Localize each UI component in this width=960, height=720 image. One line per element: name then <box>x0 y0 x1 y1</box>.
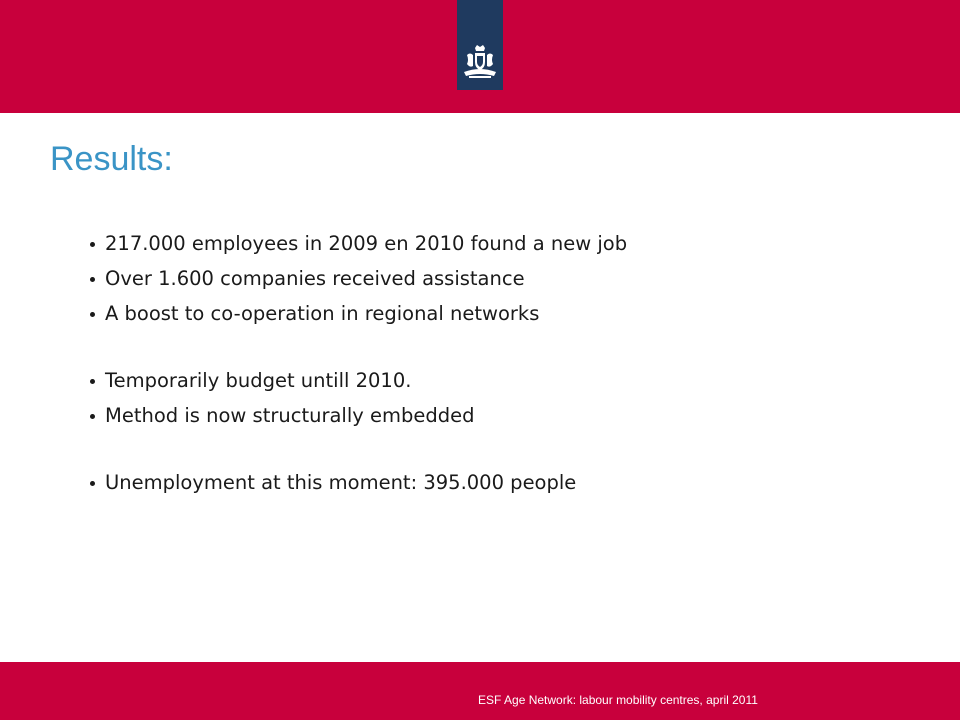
bullet-dot <box>90 379 95 384</box>
footer-text: ESF Age Network: labour mobility centres, april 2011 <box>478 693 758 707</box>
header-bar <box>0 0 960 113</box>
bullet-item <box>90 298 627 333</box>
bullet-dot <box>90 242 95 247</box>
coat-of-arms-icon <box>460 42 500 82</box>
bullet-item <box>90 400 627 435</box>
bullet-text: Over 1.600 companies received assistance <box>105 267 525 290</box>
bullet-text: 217.000 employees in 2009 en 2010 found a new job <box>105 232 628 255</box>
bullet-item <box>90 467 627 502</box>
bullet-dot <box>90 277 95 282</box>
bullet-item <box>90 228 627 263</box>
bullet-text: Method is now structurally embedded <box>105 404 475 427</box>
bullet-dot <box>90 414 95 419</box>
bullet-dot <box>90 481 95 486</box>
bullet-item <box>90 365 627 400</box>
bullet-text: Unemployment at this moment: 395.000 people <box>105 471 577 494</box>
slide-title: Results: <box>50 140 173 178</box>
footer-bar <box>0 662 960 720</box>
bullet-text: A boost to co-operation in regional networks <box>105 302 540 325</box>
bullet-dot <box>90 312 95 317</box>
bullet-text: Temporarily budget untill 2010. <box>105 369 412 392</box>
logo-block <box>457 0 503 90</box>
bullet-list <box>90 228 627 502</box>
bullet-item <box>90 263 627 298</box>
